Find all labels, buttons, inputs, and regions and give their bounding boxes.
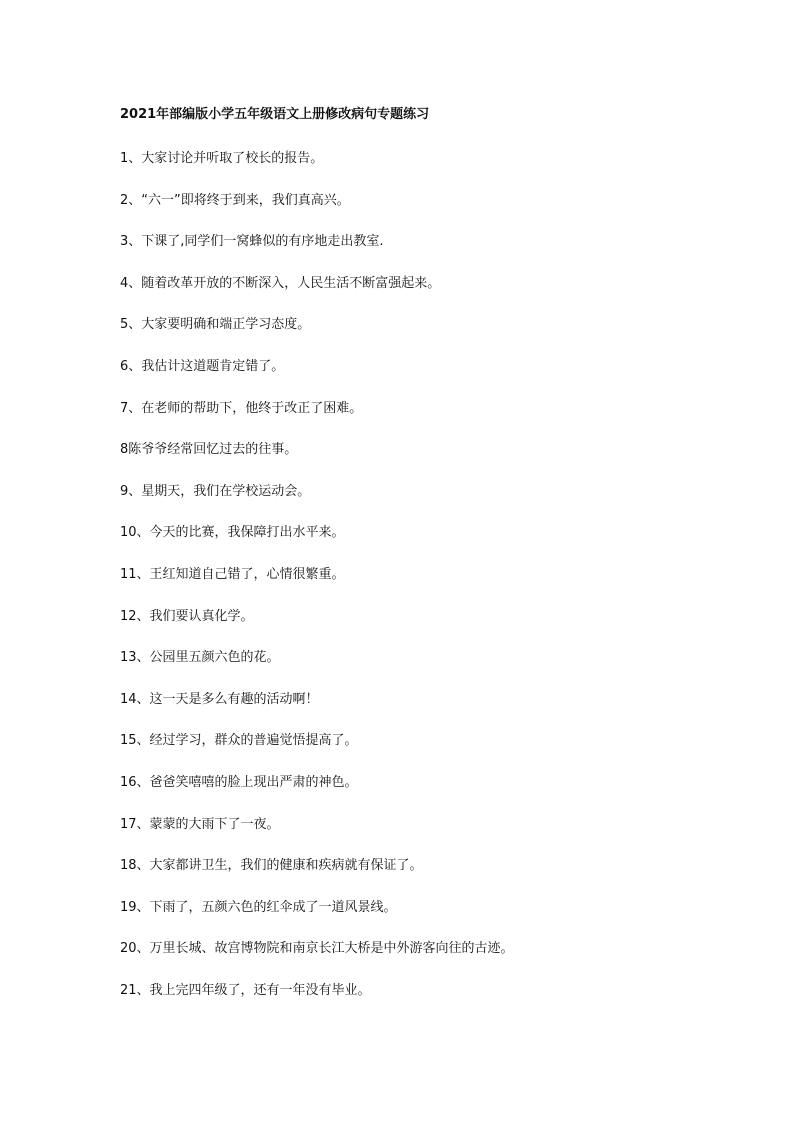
exercise-list: [120, 150, 514, 1023]
exercise-item: 21、我上完四年级了，还有一年没有毕业。: [120, 982, 371, 998]
exercise-item: 5、大家要明确和端正学习态度。: [120, 317, 311, 333]
exercise-item: 1、大家讨论并听取了校长的报告。: [120, 151, 324, 166]
exercise-item: 11、王红知道自己错了，心情很繁重。: [120, 566, 345, 582]
exercise-item: 12、我们要认真化学。: [120, 608, 254, 624]
exercise-item: 3、下课了,同学们一窝蜂似的有序地走出教室.: [120, 234, 384, 250]
exercise-item: 2、“六一”即将终于到来，我们真高兴。: [120, 192, 350, 208]
exercise-item: 13、公园里五颜六色的花。: [120, 650, 280, 666]
exercise-item: 18、大家都讲卫生，我们的健康和疾病就有保证了。: [120, 858, 423, 874]
exercise-item: 15、经过学习，群众的普遍觉悟提高了。: [120, 733, 358, 749]
exercise-item: 4、随着改革开放的不断深入，人民生活不断富强起来。: [120, 275, 441, 291]
exercise-item: 7、在老师的帮助下，他终于改正了困难。: [120, 400, 363, 416]
exercise-item: 17、蒙蒙的大雨下了一夜。: [120, 816, 280, 832]
exercise-item: 16、爸爸笑嘻嘻的脸上现出严肃的神色。: [120, 774, 358, 790]
document-title: 2021年部编版小学五年级语文上册修改病句专题练习: [120, 107, 430, 122]
exercise-item: 6、我估计这道题肯定错了。: [120, 358, 285, 374]
exercise-item: 8陈爷爷经常回忆过去的往事。: [120, 442, 298, 458]
exercise-item: 10、今天的比赛，我保障打出水平来。: [120, 525, 345, 541]
exercise-item: 19、下雨了，五颜六色的红伞成了一道风景线。: [120, 899, 397, 915]
exercise-item: 20、万里长城、故宫博物院和南京长江大桥是中外游客向往的古迹。: [120, 941, 514, 957]
exercise-item: 9、星期天，我们在学校运动会。: [120, 483, 311, 499]
exercise-item: 14、这一天是多么有趣的活动啊！: [120, 691, 319, 707]
